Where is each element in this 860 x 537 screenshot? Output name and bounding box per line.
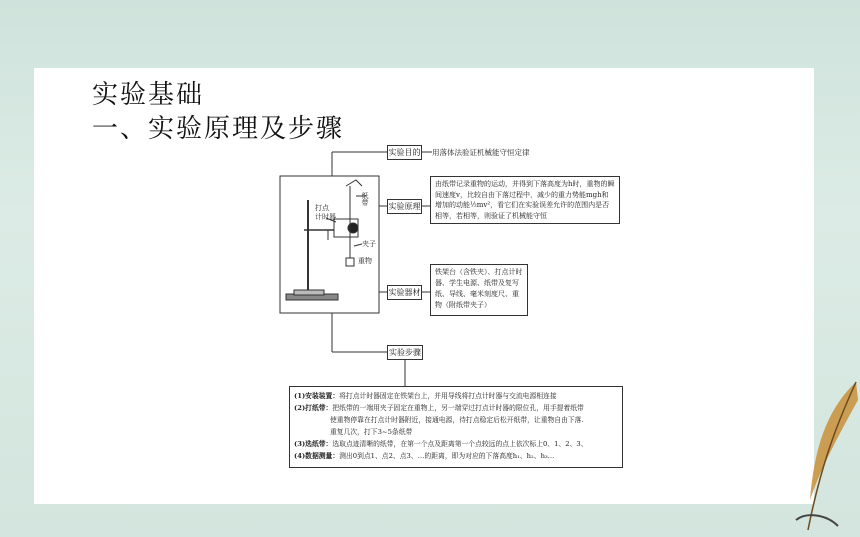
quill-decoration-icon — [786, 380, 860, 537]
step-2: (2)打纸带：把纸带的一端用夹子固定在重物上，另一端穿过打点计时器的限位孔，用手提着纸带 — [294, 404, 584, 412]
heading-principle-steps: 一、实验原理及步骤 — [92, 114, 345, 144]
label-timer: 打点 计时器 — [315, 204, 336, 221]
slide-canvas — [34, 68, 814, 504]
label-weight: 重物 — [358, 257, 372, 265]
step-2b: 使重物停靠在打点计时器附近，接通电源，待打点稳定后松开纸带，让重物自由下落. — [330, 416, 584, 424]
label-tape: 纸带 — [361, 192, 369, 206]
steps-box — [289, 386, 623, 468]
step-3: (3)选纸带：选取点迹清晰的纸带，在第一个点及距离第一个点较远的点上依次标上0、1、2、3、 — [294, 440, 588, 448]
step-2c: 重复几次，打下3~5条纸带 — [330, 428, 413, 436]
equipment-label: 实验器材 — [387, 285, 422, 300]
principle-label: 实验原理 — [387, 199, 422, 214]
step-1: (1)安装装置：将打点计时器固定在铁架台上，并用导线将打点计时器与交流电源相连接 — [294, 392, 557, 400]
principle-text: 由纸带记录重物的运动，并得到下落高度为h时，重物的瞬间速度v，比较自由下落过程中，减少的重力势能mgh和增加的动能½mv²，看它们在实验误差允许的范围内是否相等，若相等，则验证了机械能守恒 — [430, 176, 620, 224]
step-4: (4)数据测量：测出0到点1、点2、点3、…的距离，即为对应的下落高度h₁、h₂、h₃… — [294, 452, 555, 460]
label-clamp: 夹子 — [362, 240, 376, 248]
purpose-text: 用落体法验证机械能守恒定律 — [432, 145, 558, 160]
steps-label: 实验步骤 — [387, 345, 423, 360]
equipment-text: 铁架台（含铁夹）、打点计时器、学生电源、纸带及复写纸、导线、毫米刻度尺、重物（附纸带夹子） — [430, 264, 528, 316]
heading-basics: 实验基础 — [92, 80, 205, 110]
purpose-label: 实验目的 — [387, 145, 422, 160]
